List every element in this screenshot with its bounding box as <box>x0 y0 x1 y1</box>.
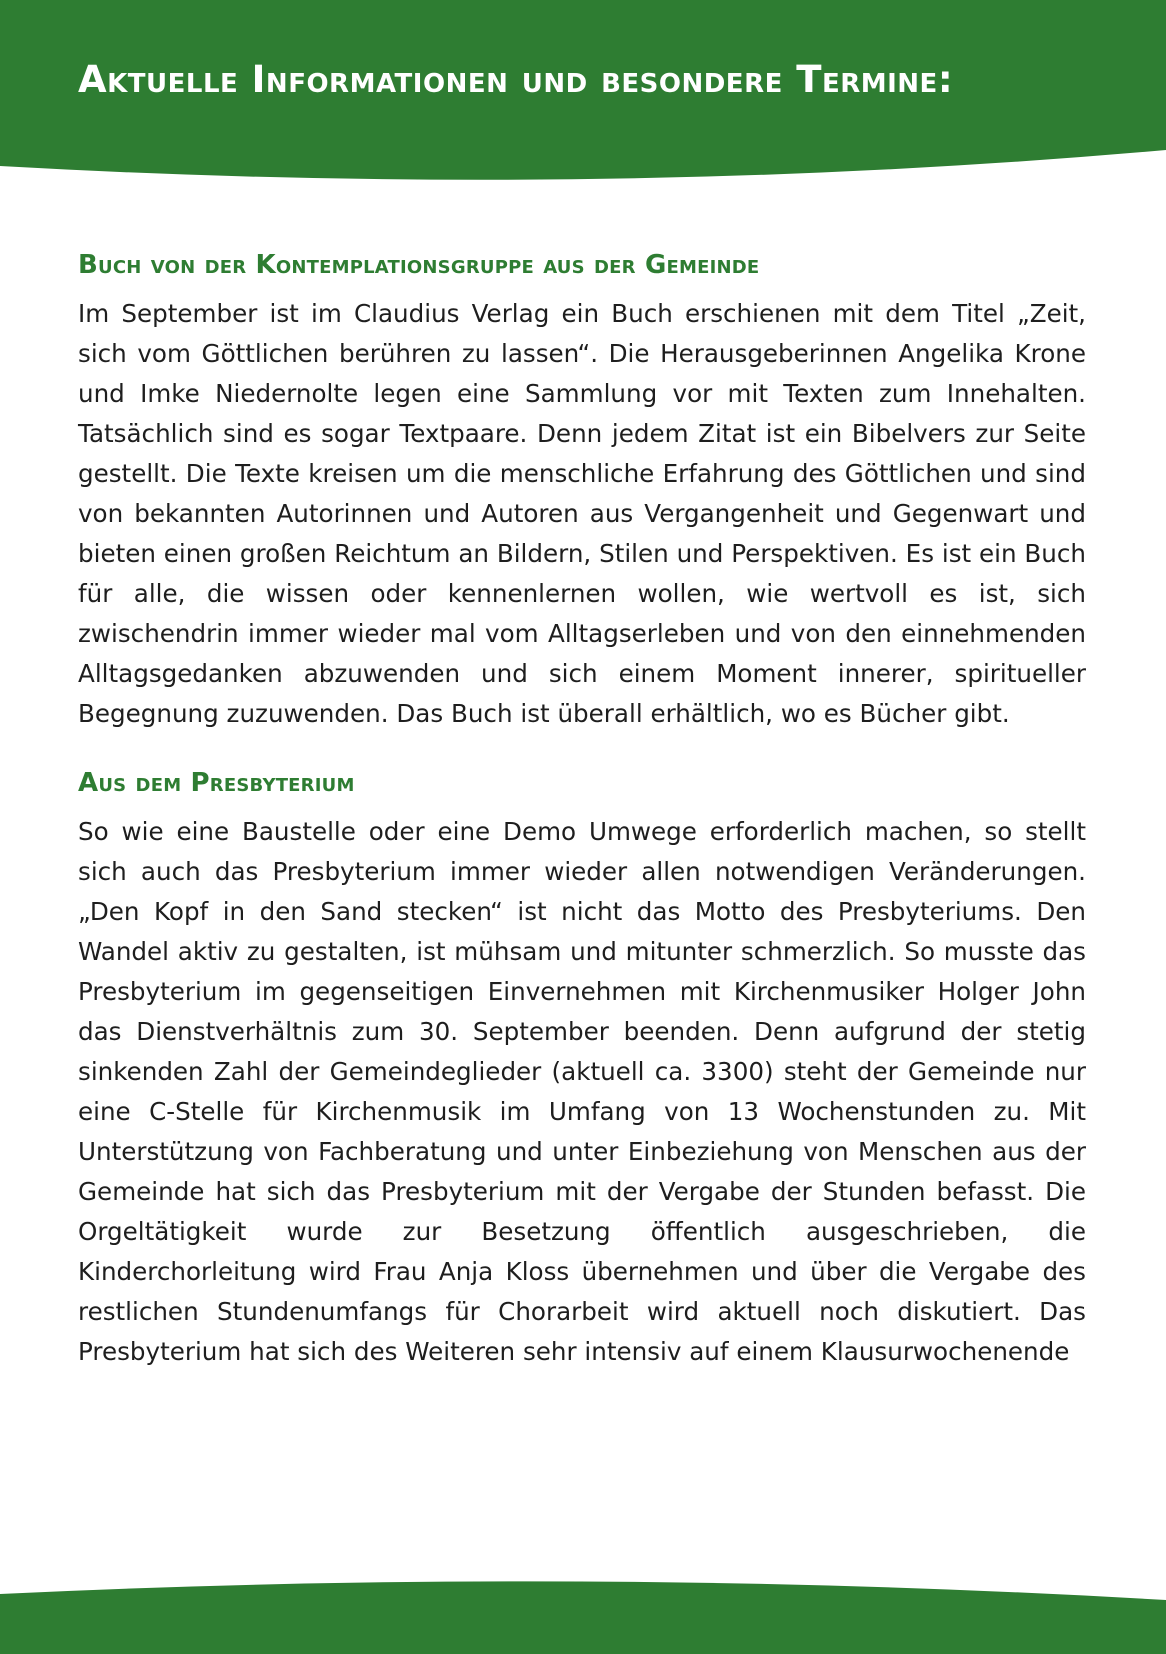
header-band <box>0 0 1166 190</box>
footer-wave-shape <box>0 1574 1166 1654</box>
footer-band <box>0 1574 1166 1654</box>
section-body: Im September ist im Claudius Verlag ein Buch erschienen mit dem Titel „Zeit, sich vom Göttlichen berühren zu lassen“. Die Herausgeberinnen Angelika Krone und Imke Niedernolte legen eine Sammlung vor mit Texten zum Innehalten. Tatsächlich sind es sogar Textpaare. Denn jedem Zitat ist ein Bibelvers zur Seite gestellt. Die Texte kreisen um die menschliche Erfahrung des Göttlichen und sind von bekannten Autorinnen und Autoren aus Vergangenheit und Gegenwart und bieten einen großen Reichtum an Bildern, Stilen und Perspektiven. Es ist ein Buch für alle, die wissen oder kennenlernen wollen, wie wertvoll es ist, sich zwischendrin immer wieder mal vom Alltagserleben und von den einnehmenden Alltagsgedanken abzuwenden und sich einem Moment innerer, spiritueller Begegnung zuzuwenden. Das Buch ist überall erhältlich, wo es Bücher gibt. <box>78 299 1086 728</box>
section-presbyterium <box>78 768 1086 1372</box>
header-title: Aktuelle Informationen und besondere Termine: <box>78 58 954 101</box>
section-title: Buch von der Kontemplationsgruppe aus der Gemeinde <box>78 250 760 280</box>
main-content <box>78 250 1086 1406</box>
section-book <box>78 250 1086 734</box>
section-body: So wie eine Baustelle oder eine Demo Umwege erforderlich machen, so stellt sich auch das Presbyterium immer wieder allen notwendigen Veränderungen. „Den Kopf in den Sand stecken“ ist nicht das Motto des Presbyteriums. Den Wandel aktiv zu gestalten, ist mühsam und mitunter schmerzlich. So musste das Presbyterium im gegenseitigen Einvernehmen mit Kirchenmusiker Holger John das Dienstverhältnis zum 30. September beenden. Denn aufgrund der stetig sinkenden Zahl der Gemeindeglieder (aktuell ca. 3300) steht der Gemeinde nur eine C-Stelle für Kirchenmusik im Umfang von 13 Wochenstunden zu. Mit Unterstützung von Fachberatung und unter Einbeziehung von Menschen aus der Gemeinde hat sich das Presbyterium mit der Vergabe der Stunden befasst. Die Orgeltätigkeit wurde zur Besetzung öffentlich ausgeschrieben, die Kinderchorleitung wird Frau Anja Kloss übernehmen und über die Vergabe des restlichen Stundenumfangs für Chorarbeit wird aktuell noch diskutiert. Das Presbyterium hat sich des Weiteren sehr intensiv auf einem Klausurwochenende <box>78 817 1086 1366</box>
section-title: Aus dem Presbyterium <box>78 768 355 798</box>
